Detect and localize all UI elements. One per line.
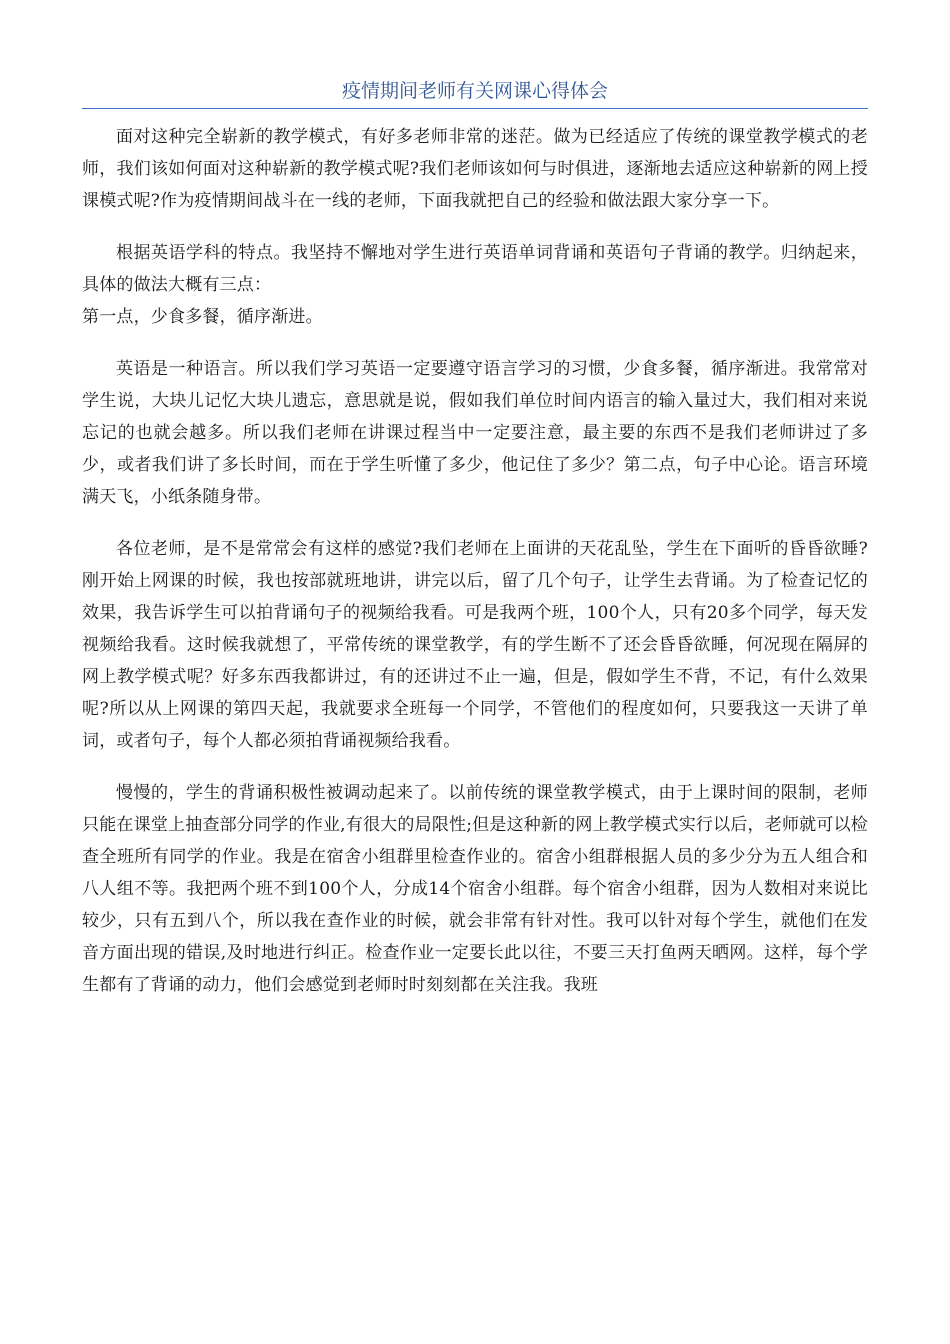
paragraph-online-class-experience: 各位老师，是不是常常会有这样的感觉?我们老师在上面讲的天花乱坠，学生在下面听的昏昏欲睡?刚开始上网课的时候，我也按部就班地讲，讲完以后，留了几个句子，让学生去背诵。为了检查记忆的效果，我告诉学生可以拍背诵句子的视频给我看。可是我两个班，100个人，只有20多个同学，每天发视频给我看。这时候我就想了，平常传统的课堂教学，有的学生断不了还会昏昏欲睡，何况现在隔屏的网上教学模式呢？好多东西我都讲过，有的还讲过不止一遍，但是，假如学生不背，不记，有什么效果呢?所以从上网课的第四天起，我就要求全班每一个同学，不管他们的程度如何，只要我这一天讲了单词，或者句子，每个人都必须拍背诵视频给我看。 [82,539,868,751]
paragraph-intro: 面对这种完全崭新的教学模式，有好多老师非常的迷茫。做为已经适应了传统的课堂教学模式的老师，我们该如何面对这种崭新的教学模式呢?我们老师该如何与时俱进，逐渐地去适应这种崭新的网上授课模式呢?作为疫情期间战斗在一线的老师，下面我就把自己的经验和做法跟大家分享一下。 [82,127,868,211]
document-page [82,78,868,1021]
paragraph-language-learning: 英语是一种语言。所以我们学习英语一定要遵守语言学习的习惯，少食多餐，循序渐进。我常常对学生说，大块儿记忆大块儿遗忘，意思就是说，假如我们单位时间内语言的输入量过大，我们相对来说忘记的也就会越多。所以我们老师在讲课过程当中一定要注意，最主要的东西不是我们老师讲过了多少，或者我们讲了多长时间，而在于学生听懂了多少，他记住了多少？第二点，句子中心论。语言环境满天飞，小纸条随身带。 [82,359,868,507]
document-body [82,121,868,1001]
document-title: 疫情期间老师有关网课心得体会 [82,78,868,109]
paragraph-homework-checking: 慢慢的，学生的背诵积极性被调动起来了。以前传统的课堂教学模式，由于上课时间的限制，老师只能在课堂上抽查部分同学的作业,有很大的局限性;但是这种新的网上教学模式实行以后，老师就可以检查全班所有同学的作业。我是在宿舍小组群里检查作业的。宿舍小组群根据人员的多少分为五人组合和八人组不等。我把两个班不到100个人，分成14个宿舍小组群。每个宿舍小组群，因为人数相对来说比较少，只有五到八个，所以我在查作业的时候，就会非常有针对性。我可以针对每个学生，就他们在发音方面出现的错误,及时地进行纠正。检查作业一定要长此以往，不要三天打鱼两天晒网。这样，每个学生都有了背诵的动力，他们会感觉到老师时时刻刻都在关注我。我班 [82,783,868,995]
paragraph-point-one-heading: 第一点，少食多餐，循序渐进。 [82,307,323,327]
paragraph-method-summary: 根据英语学科的特点。我坚持不懈地对学生进行英语单词背诵和英语句子背诵的教学。归纳起来，具体的做法大概有三点： [82,243,868,295]
